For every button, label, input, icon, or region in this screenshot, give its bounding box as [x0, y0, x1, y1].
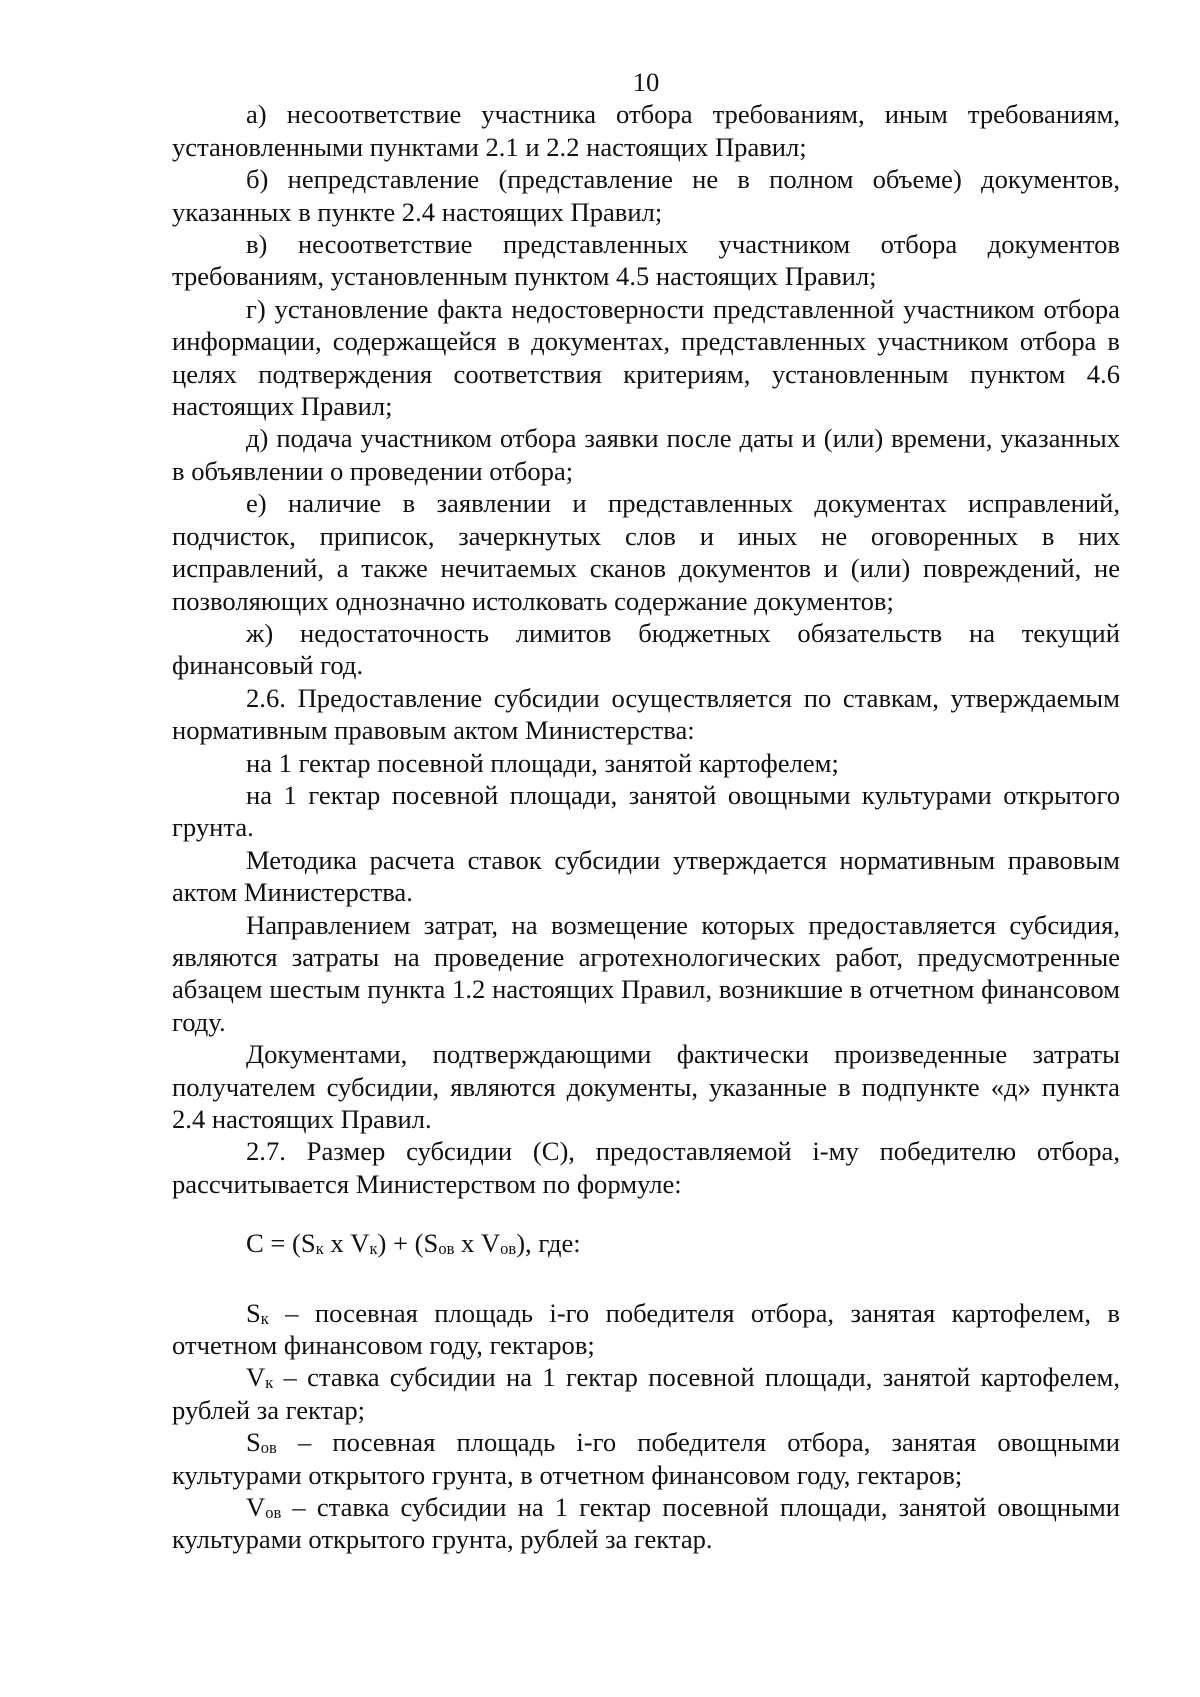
- formula-sub-vov: ов: [500, 1239, 517, 1259]
- paragraph-rate-vegetables: на 1 гектар посевной площади, занятой овощными культурами открытого грунта.: [172, 779, 1120, 843]
- formula-sub-sov: ов: [438, 1239, 455, 1259]
- definition-sk: [172, 1297, 1120, 1362]
- definition-vk: [172, 1361, 1120, 1426]
- definition-subscript: к: [265, 1373, 274, 1393]
- paragraph-b: б) непредставление (представление не в полном объеме) документов, указанных в пункте 2.4 настоящих Правил;: [172, 164, 1120, 227]
- formula-tail: ), где:: [516, 1228, 581, 1259]
- paragraph-g: г) установление факта недостоверности представленной участником отбора информации, содержащейся в документах, представленных участником отбора в целях подтверждения соответствия критериям, установленным пунктом 4.6 настоящих Правил;: [172, 293, 1120, 422]
- definition-text: – ставка субсидии на 1 гектар посевной площади, занятой картофелем, рублей за гектар;: [172, 1362, 1120, 1425]
- paragraph-2-7: 2.7. Размер субсидии (С), предоставляемой i-му победителю отбора, рассчитывается Министерством по формуле:: [172, 1136, 1120, 1199]
- paragraph-rate-potato: на 1 гектар посевной площади, занятой картофелем;: [246, 747, 839, 778]
- formula-lead: С = (S: [246, 1228, 316, 1259]
- paragraph-2-6: 2.6. Предоставление субсидии осуществляется по ставкам, утверждаемым нормативным правовым актом Министерства:: [172, 682, 1120, 746]
- paragraph-e: е) наличие в заявлении и представленных документах исправлений, подчисток, приписок, зачеркнутых слов и иных не оговоренных в них исправлений, а также нечитаемых сканов документов и (или) повреждений, не позволяющих однозначно истолковать содержание документов;: [172, 488, 1120, 616]
- paragraph-a: а) несоответствие участника отбора требованиям, иным требованиям, установленными пунктами 2.1 и 2.2 настоящих Правил;: [172, 99, 1120, 162]
- definition-symbol: V: [246, 1492, 266, 1523]
- definition-sov: [172, 1426, 1120, 1491]
- formula-sub-vk: к: [369, 1239, 378, 1259]
- paragraph-v: в) несоответствие представленных участником отбора документов требованиям, установленным пунктом 4.5 настоящих Правил;: [172, 229, 1120, 292]
- definition-symbol: V: [246, 1362, 266, 1393]
- paragraph-d: д) подача участником отбора заявки после даты и (или) времени, указанных в объявлении о проведении отбора;: [172, 423, 1120, 486]
- definition-text: – посевная площадь i-го победителя отбора, занятая картофелем, в отчетном финансовом году, гектаров;: [172, 1297, 1120, 1361]
- formula-sub-sk: к: [315, 1239, 324, 1259]
- formula-mid-1: х V: [323, 1228, 370, 1259]
- definition-text: – ставка субсидии на 1 гектар посевной площади, занятой овощными культурами открытого грунта, рублей за гектар.: [172, 1492, 1120, 1555]
- definition-subscript: ов: [265, 1503, 282, 1523]
- formula-mid-3: х V: [454, 1228, 501, 1259]
- definition-subscript: ов: [260, 1438, 277, 1458]
- paragraph-zh: ж) недостаточность лимитов бюджетных обязательств на текущий финансовый год.: [172, 617, 1120, 681]
- definition-vov: [172, 1491, 1120, 1556]
- definition-symbol: S: [246, 1427, 261, 1458]
- formula-mid-2: ) + (S: [377, 1228, 439, 1259]
- definition-symbol: S: [246, 1297, 261, 1328]
- definition-subscript: к: [260, 1308, 269, 1328]
- document-page: [172, 66, 1120, 1556]
- paragraph-supporting-documents: Документами, подтверждающими фактически произведенные затраты получателем субсидии, являются документы, указанные в подпункте «д» пункта 2.4 настоящих Правил.: [172, 1039, 1120, 1134]
- definition-text: – посевная площадь i-го победителя отбора, занятая овощными культурами открытого грунта, в отчетном финансовом году, гектаров;: [172, 1427, 1120, 1490]
- paragraph-methodology: Методика расчета ставок субсидии утверждается нормативным правовым актом Министерства.: [172, 844, 1120, 908]
- paragraph-cost-direction: Направлением затрат, на возмещение которых предоставляется субсидия, являются затраты на проведение агротехнологических работ, предусмотренные абзацем шестым пункта 1.2 настоящих Правил, возникшие в отчетном финансовом году.: [172, 909, 1120, 1037]
- subsidy-formula: [172, 1227, 1120, 1259]
- page-number: 10: [632, 67, 660, 97]
